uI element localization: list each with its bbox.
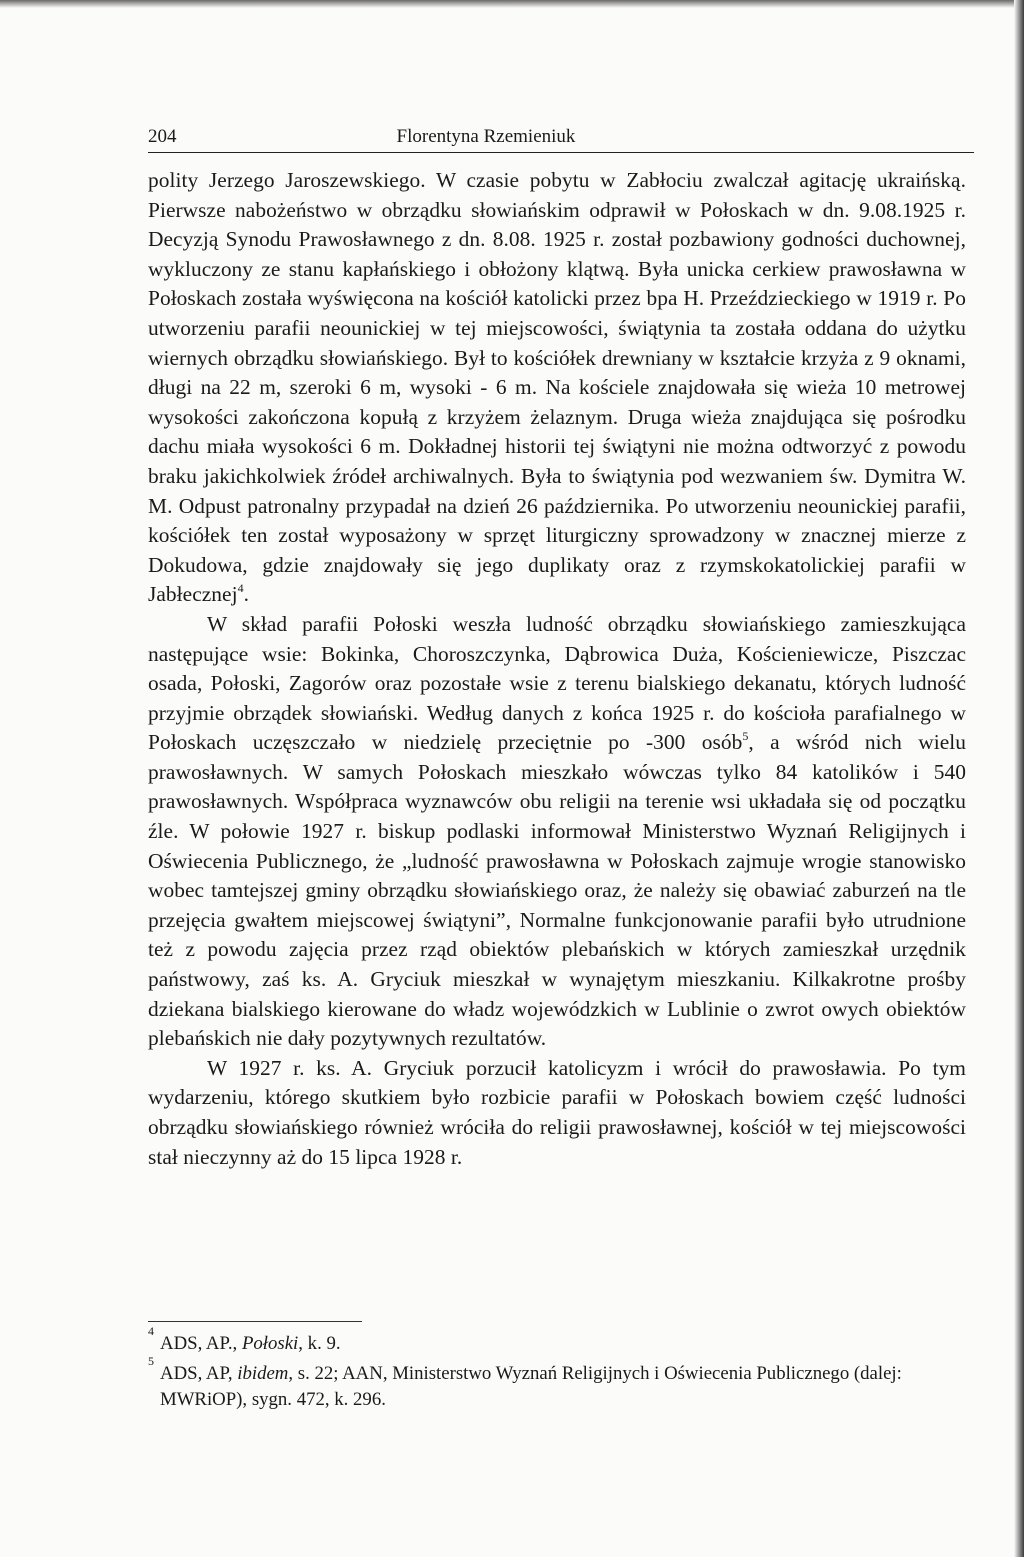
footnote-5 xyxy=(148,1354,966,1413)
paragraph-1 xyxy=(148,166,966,610)
footnote-italic: ibidem xyxy=(237,1363,289,1384)
running-head-author: Florentyna Rzemieniuk xyxy=(396,126,576,147)
footnote-italic: Połoski xyxy=(241,1333,299,1354)
footnotes xyxy=(148,1324,966,1417)
scan-edge-top xyxy=(0,0,1024,8)
footnote-number: 4 xyxy=(148,1324,154,1338)
page-number: 204 xyxy=(148,126,177,147)
footnote-ref-5[interactable]: 5 xyxy=(742,729,749,744)
footnote-number: 5 xyxy=(148,1354,154,1368)
footnote-separator xyxy=(148,1321,362,1322)
scan-edge-right xyxy=(1014,0,1024,1557)
paragraph-2 xyxy=(148,610,966,1054)
footnote-text: , s. 22; AAN, Ministerstwo Wyznań Religijnych i Oświecenia Publicznego (dalej: MWRiOP), sygn. 472, k. 296. xyxy=(160,1363,902,1410)
footnote-ref-4[interactable]: 4 xyxy=(237,581,244,596)
paragraph-2-cont: , a wśród nich wielu prawosławnych. W samych Połoskach mieszkało wówczas tylko 84 katolików i 540 prawosławnych. Współpraca wyznawców obu religii na terenie wsi układała się od początku źle. W połowie 1927 r. biskup podlaski informował Ministerstwo Wyznań Religijnych i Oświecenia Publicznego, że „ludność prawosławna w Połoskach zajmuje wrogie stanowisko wobec tamtejszej gminy obrządku słowiańskiego oraz, że należy się obawiać zaburzeń na tle przejęcia gwałtem miejscowej świątyni”, Normalne funkcjonowanie parafii było utrudnione też z powodu zajęcia przez rząd obiektów plebańskich w których zamieszkał urzędnik państwowy, zaś ks. A. Gryciuk mieszkał w wynajętym mieszkaniu. Kilkakrotne prośby dziekana bialskiego kierowane do władz wojewódzkich w Lublinie o zwrot owych obiektów plebańskich nie dały pozytywnych rezultatów. xyxy=(148,730,967,1051)
main-text xyxy=(148,166,966,1172)
footnote-text: , k. 9. xyxy=(298,1333,341,1354)
paragraph-1-end: . xyxy=(243,582,250,607)
footnote-text: ADS, AP., xyxy=(160,1333,242,1354)
footnote-4 xyxy=(148,1324,966,1357)
paragraph-3: W 1927 r. ks. A. Gryciuk porzucił katolicyzm i wrócił do prawosławia. Po tym wydarzeniu, którego skutkiem było rozbicie parafii w Połoskach bowiem część ludności obrządku słowiańskiego również wróciła do religii prawosławnej, kościół w tej miejscowości stał nieczynny aż do 15 lipca 1928 r. xyxy=(148,1055,966,1169)
running-header xyxy=(148,126,974,153)
footnote-text: ADS, AP, xyxy=(160,1363,238,1384)
paragraph-2-text: W skład parafii Połoski weszła ludność obrządku słowiańskiego zamieszkująca następujące wsie: Bokinka, Choroszczynka, Dąbrowica Duża, Kościeniewicze, Piszczac osada, Połoski, Zagorów oraz pozostałe wsie z terenu bialskiego dekanatu, których ludność przyjmie obrządek słowiański. Według danych z końca 1925 r. do kościoła parafialnego w Połoskach uczęszczało w niedzielę przeciętnie po -300 osób xyxy=(148,611,966,755)
paragraph-1-text: polity Jerzego Jaroszewskiego. W czasie pobytu w Zabłociu zwalczał agitację ukraińską. Pierwsze nabożeństwo w obrządku słowiańskim odprawił w Połoskach w dn. 9.08.1925 r. Decyzją Synodu Prawosławnego z dn. 8.08. 1925 r. został pozbawiony godności duchownej, wykluczony ze stanu kapłańskiego i obłożony klątwą. Była unicka cerkiew prawosławna w Połoskach została wyświęcona na kościół katolicki przez bpa H. Przeździeckiego w 1919 r. Po utworzeniu parafii neounickiej w tej miejscowości, świątynia ta została oddana do użytku wiernych obrządku słowiańskiego. Był to kościółek drewniany w kształcie krzyża z 9 oknami, długi na 22 m, szeroki 6 m, wysoki - 6 m. Na kościele znajdowała się wieża 10 metrowej wysokości zakończona kopułą z krzyżem żelaznym. Druga wieża znajdująca się pośrodku dachu miała wysokości 6 m. Dokładnej historii tej świątyni nie można odtworzyć z powodu braku jakichkolwiek źródeł archiwalnych. Była to świątynia pod wezwaniem św. Dymitra W. M. Odpust patronalny przypadał na dzień 26 października. Po utworzeniu neounickiej parafii, kościółek ten został wyposażony w sprzęt liturgiczny sprowadzony w znacznej mierze z Dokudowa, gdzie znajdowały się jego duplikaty oraz z rzymskokatolickiej parafii w Jabłecznej xyxy=(148,168,966,607)
